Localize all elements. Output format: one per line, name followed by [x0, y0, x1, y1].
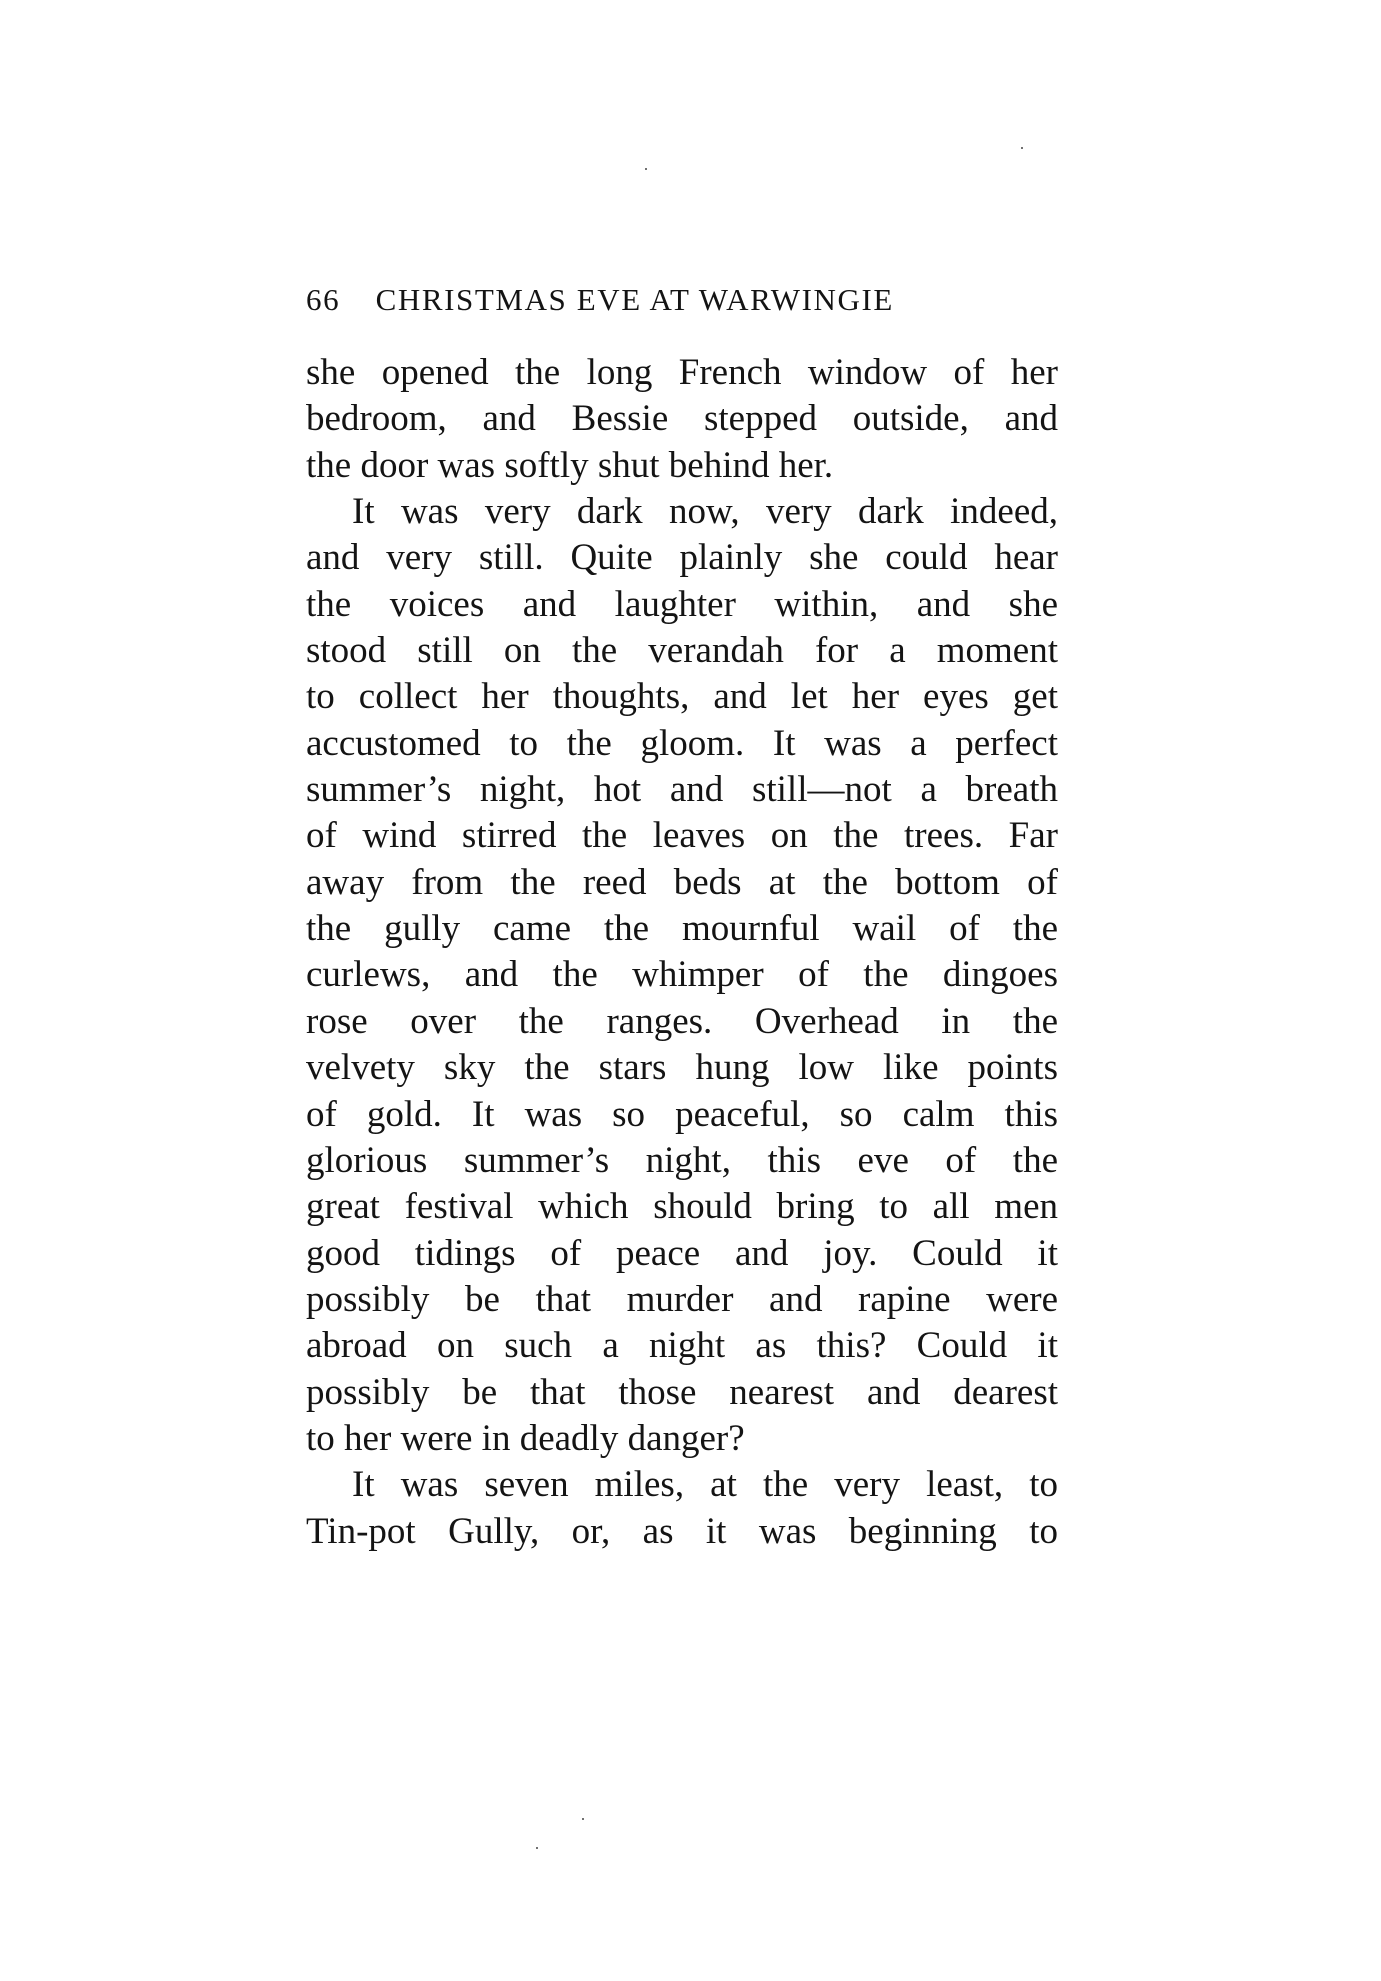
paragraph: [306, 1462, 1058, 1555]
text-line: away from the reed beds at the bottom of: [306, 861, 1058, 903]
text-line: It was seven miles, at the very least, to: [352, 1464, 1058, 1506]
text-line: she opened the long French window of her: [306, 352, 1058, 393]
text-line: stood still on the verandah for a moment: [306, 630, 1058, 672]
text-line: glorious summer’s night, this eve of the: [306, 1139, 1058, 1181]
text-line: It was very dark now, very dark indeed,: [352, 491, 1058, 533]
body-text: [306, 350, 1058, 1555]
text-line: the door was softly shut behind her.: [306, 444, 834, 486]
running-header: [306, 282, 1066, 318]
print-speck: [582, 1818, 584, 1820]
text-line: abroad on such a night as this? Could it: [306, 1325, 1058, 1367]
print-speck: [1021, 147, 1023, 149]
text-line: rose over the ranges. Overhead in the: [306, 1000, 1058, 1042]
print-speck: [536, 1847, 538, 1849]
paragraph: [306, 489, 1058, 1462]
text-line: curlews, and the whimper of the dingoes: [306, 954, 1058, 996]
text-line: to collect her thoughts, and let her eyes get: [306, 676, 1058, 718]
text-line: and very still. Quite plainly she could hear: [306, 537, 1058, 579]
text-line: velvety sky the stars hung low like points: [306, 1047, 1058, 1089]
text-line: accustomed to the gloom. It was a perfect: [306, 722, 1058, 764]
text-line: the voices and laughter within, and she: [306, 583, 1058, 625]
paragraph: [306, 350, 1058, 489]
text-line: great festival which should bring to all men: [306, 1186, 1058, 1228]
page-number: 66: [306, 282, 341, 317]
text-line: bedroom, and Bessie stepped outside, and: [306, 398, 1058, 440]
text-line: good tidings of peace and joy. Could it: [306, 1232, 1058, 1274]
text-line: the gully came the mournful wail of the: [306, 908, 1058, 950]
text-line: to her were in deadly danger?: [306, 1417, 745, 1459]
text-line: possibly be that murder and rapine were: [306, 1278, 1058, 1320]
text-line: of wind stirred the leaves on the trees. Far: [306, 815, 1058, 857]
text-line: Tin-pot Gully, or, as it was beginning to: [306, 1510, 1058, 1552]
text-line: possibly be that those nearest and dearest: [306, 1371, 1058, 1413]
running-title: CHRISTMAS EVE AT WARWINGIE: [375, 282, 894, 317]
text-line: of gold. It was so peaceful, so calm this: [306, 1093, 1058, 1135]
text-line: summer’s night, hot and still—not a breath: [306, 769, 1058, 811]
print-speck: [645, 168, 647, 170]
